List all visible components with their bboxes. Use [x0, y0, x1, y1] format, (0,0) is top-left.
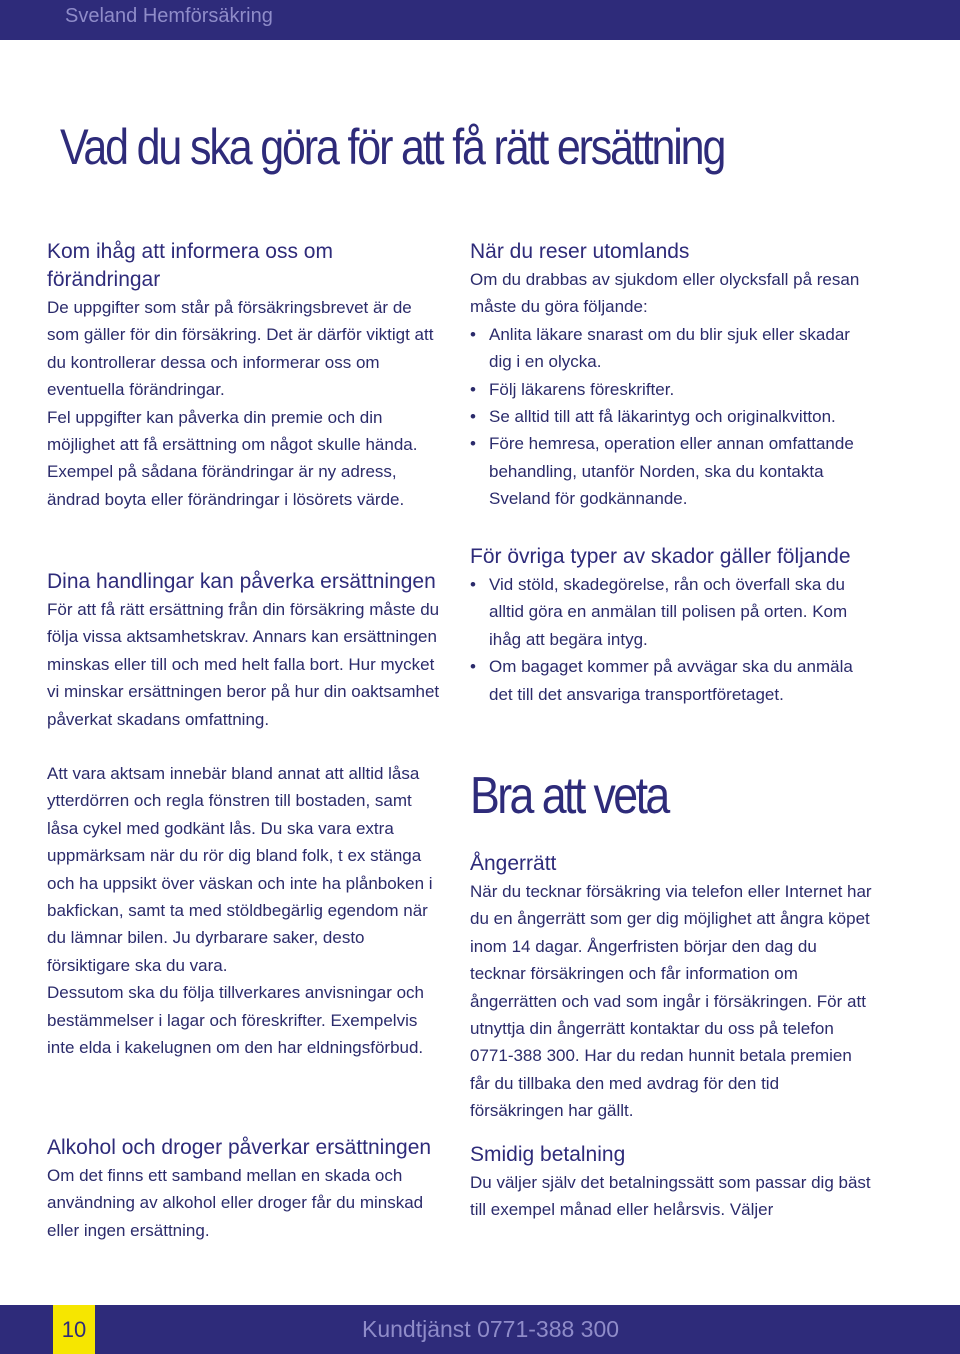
section-heading: Alkohol och droger påverkar ersättningen [47, 1136, 432, 1159]
paragraph: Fel uppgifter kan påverka din premie och din möjlighet att få ersättning om något skulle hända. Exempel på sådana förändringar är ny adress, ändrad boyta eller förändringar i lösörets värde. [47, 407, 418, 509]
section-heading: Kom ihåg att informera oss om förändringar [47, 240, 333, 291]
page-title: Vad du ska göra för att få rätt ersättning [60, 119, 725, 175]
paragraph: Att vara aktsam innebär bland annat att alltid låsa ytterdörren och regla fönstren till bostaden, samt låsa cykel med godkänt lås. Du ska vara extra uppmärksam när du rör dig bland folk, t ex stänga och ha uppsikt över väskan och inte ha plånboken i bakfickan, samt ta med stöldbegärlig egendom när du lämnar bilen. Ju dyrbarare saker, desto försiktigare ska du vara. [47, 764, 433, 975]
left-section-changes [47, 238, 447, 513]
page-number: 10 [53, 1305, 95, 1354]
customer-service: Kundtjänst 0771-388 300 [362, 1316, 620, 1342]
section-title: Bra att veta [470, 767, 668, 825]
section-heading: När du reser utomlands [470, 240, 690, 263]
section-heading: För övriga typer av skador gäller följande [470, 545, 851, 568]
list-item: • Före hemresa, operation eller annan omfattande behandling, utanför Norden, ska du kontakta Sveland för godkännande. [470, 430, 875, 512]
paragraph: När du tecknar försäkring via telefon eller Internet har du en ångerrätt som ger dig möjlighet att ångra köpet inom 14 dagar. Ångerfristen börjar den dag du tecknar försäkringen och får information om ångerrätten och vad som ingår i försäkringen. För att utnyttja din ångerrätt kontaktar du oss på telefon 0771-388 300. Har du redan hunnit betala premien får du tillbaka den med avdrag för den tid försäkringen har gällt. [470, 882, 872, 1121]
left-section-actions [47, 568, 447, 1062]
right-section-travel [470, 238, 875, 513]
bullet-list [470, 321, 875, 513]
list-item: • Anlita läkare snarast om du blir sjuk eller skadar dig i en olycka. [470, 321, 875, 376]
header-brand: Sveland Hemförsäkring [65, 5, 273, 27]
list-item: • Vid stöld, skadegörelse, rån och överfall ska du alltid göra en anmälan till polisen på orten. Kom ihåg att begära intyg. [470, 571, 875, 653]
section-heading: Smidig betalning [470, 1142, 626, 1166]
section-heading: Dina handlingar kan påverka ersättningen [47, 570, 436, 593]
right-section-good-to-know [470, 768, 875, 1223]
paragraph: Du väljer själv det betalningssätt som passar dig bäst till exempel månad eller helårsvis. Väljer [470, 1172, 871, 1220]
section-heading: Ångerrätt [470, 852, 557, 875]
paragraph: De uppgifter som står på försäkringsbrevet är de som gäller för din försäkring. Det är därför viktigt att du kontrollerar dessa och informerar oss om eventuella förändringar. [47, 298, 434, 400]
list-item: • Om bagaget kommer på avvägar ska du anmäla det till det ansvariga transportföretaget. [470, 653, 875, 708]
bullet-list [470, 571, 875, 708]
paragraph: För att få rätt ersättning från din försäkring måste du följa vissa aktsamhetskrav. Annars kan ersättningen minskas eller till och med helt falla bort. Hur mycket vi minskar ersättningen beror på hur din oaktsamhet påverkat skadans omfattning. [47, 600, 440, 729]
left-section-alcohol [47, 1134, 447, 1244]
paragraph: Dessutom ska du följa tillverkares anvisningar och bestämmelser i lagar och föreskrifter. Exempelvis inte elda i kakelugnen om den har eldningsförbud. [47, 983, 425, 1058]
paragraph: Om det finns ett samband mellan en skada och användning av alkohol eller droger får du minskad eller ingen ersättning. [47, 1166, 424, 1240]
list-item: • Följ läkarens föreskrifter. [470, 376, 875, 403]
header-bar [0, 0, 960, 40]
list-item: • Se alltid till att få läkarintyg och originalkvitton. [470, 403, 875, 430]
paragraph: Om du drabbas av sjukdom eller olycksfall på resan måste du göra följande: [470, 270, 860, 317]
footer-bar [0, 1305, 960, 1354]
right-section-other [470, 543, 875, 708]
